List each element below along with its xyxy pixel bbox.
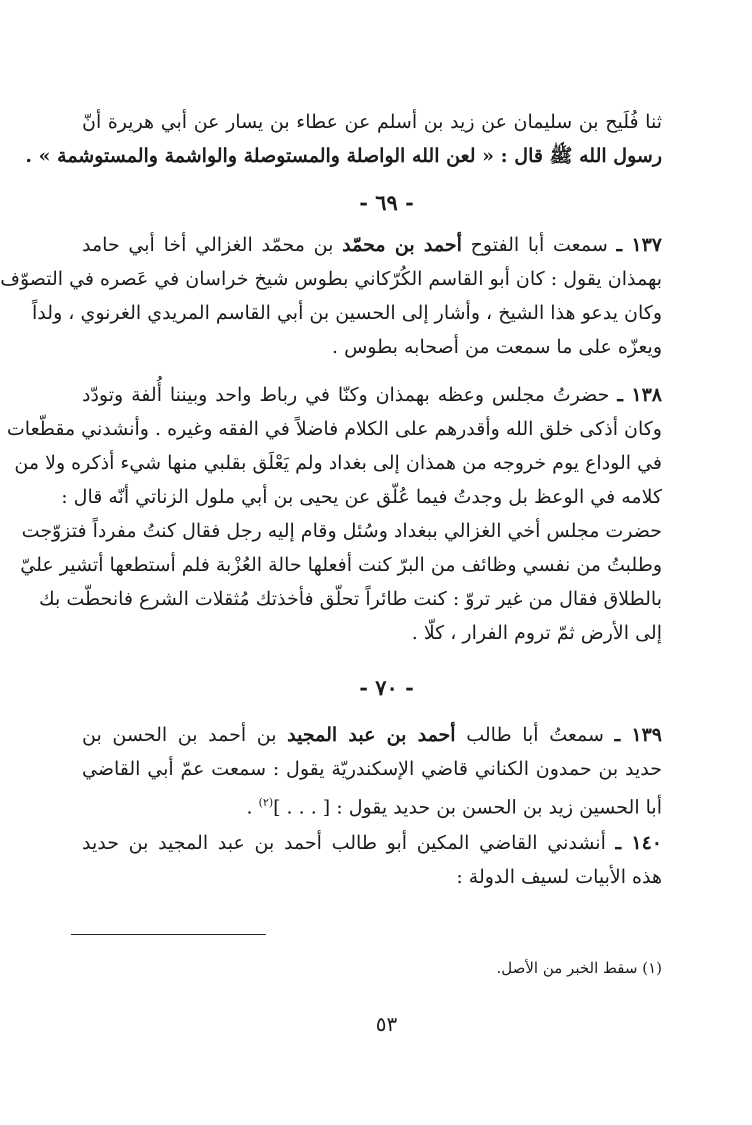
entry-first-line bbox=[82, 378, 662, 412]
text-span: بن أحمد بن الحسن بن bbox=[82, 724, 277, 746]
text-line: ويعزّه على ما سمعت من أصحابه بطوس . bbox=[331, 336, 662, 358]
text-line: هذه الأبيات لسيف الدولة : bbox=[456, 866, 662, 888]
text-line: وكان أذكى خلق الله وأقدرهم على الكلام فاضلاً في الفقه وغيره . وأنشدني مقطّعات bbox=[6, 418, 662, 440]
entry-139 bbox=[82, 718, 662, 820]
intro-paragraph bbox=[25, 105, 662, 173]
section-number: - ٦٩ - bbox=[359, 190, 414, 215]
entry-first-line bbox=[82, 718, 662, 752]
text-line: حضرت مجلس أخي الغزالي ببغداد وسُئل وقام إليه رجل فقال كنتُ مفرداً فتزوّجت bbox=[21, 520, 662, 542]
entry-number: ١٤٠ ـ bbox=[615, 832, 662, 854]
text-span: أبا الحسين زيد بن الحسن بن حديد يقول : [ . . . ] bbox=[273, 796, 662, 819]
entry-number: ١٣٩ ـ bbox=[614, 724, 662, 746]
footnote: (١) سقط الخبر من الأصل. bbox=[496, 959, 662, 977]
text-span: سمعتُ أبا طالب bbox=[466, 724, 604, 746]
entry-140 bbox=[82, 826, 662, 894]
person-name: أحمد بن محمّد bbox=[342, 234, 462, 256]
text-line: أبا الحسين زيد بن الحسن بن حديد يقول : [ . . . ]$^{(٢)}$ . bbox=[246, 796, 662, 819]
entry-first-line bbox=[82, 228, 662, 262]
footnote-ref: (٢) bbox=[258, 796, 274, 809]
text-line: وكان يدعو هذا الشيخ ، وأشار إلى الحسين بن أبي القاسم المريدي الغرنوي ، ولداً bbox=[32, 302, 662, 324]
entry-number: ١٣٨ ـ bbox=[617, 384, 662, 406]
entry-number: ١٣٧ ـ bbox=[616, 234, 662, 256]
text-line: بهمذان يقول : كان أبو القاسم الكُرّكاني بطوس شيخ خراسان في عَصره في التصوّف bbox=[0, 268, 662, 290]
text-line: كلامه في الوعظ بل وجدتُ فيما عُلّق عن يحيى بن أبي ملول الزناتي أنّه قال : bbox=[61, 486, 662, 508]
text-line: رسول الله ﷺ قال : « لعن الله الواصلة والمستوصلة والواشمة والمستوشمة » . bbox=[25, 145, 662, 167]
text-line: بالطلاق فقال من غير تروّ : كنت طائراً تحلّق فأخذتك مُثقلات الشرع فانحطّت بك bbox=[38, 588, 662, 610]
text-span: أنشدني القاضي المكين أبو طالب أحمد بن عبد المجيد بن حديد bbox=[82, 832, 606, 854]
text-line: وطلبتُ من نفسي وظائف من البرّ كنت أفعلها حالة العُزْبة فلم أستطعها أتشير عليّ bbox=[20, 554, 662, 576]
entry-first-line bbox=[82, 826, 662, 860]
text-line: إلى الأرض ثمّ تروم الفرار ، كلّا . bbox=[411, 622, 662, 644]
text-line: حديد بن حمدون الكناني قاضي الإسكندريّة يقول : سمعت عمّ أبي القاضي bbox=[82, 758, 662, 780]
text-span: حضرتُ مجلس وعظه بهمذان وكنّا في رباط واحد وبيننا أُلفة وتودّد bbox=[82, 384, 610, 406]
footnote-divider bbox=[71, 934, 266, 935]
text-span: سمعت أبا الفتوح bbox=[470, 234, 608, 256]
entry-138 bbox=[6, 378, 662, 650]
section-number: - ٧٠ - bbox=[359, 675, 414, 700]
page-number: ٥٣ bbox=[375, 1012, 398, 1036]
text-line: في الوداع يوم خروجه من همذان إلى بغداد ولم يَعْلَق بقلبي منها شيء أذكره ولا من bbox=[14, 452, 662, 474]
person-name: أحمد بن عبد المجيد bbox=[287, 724, 456, 746]
text-line: ثنا فُلَيح بن سليمان عن زيد بن أسلم عن عطاء بن يسار عن أبي هريرة أنّ bbox=[82, 111, 662, 133]
text-span: بن محمّد الغزالي أخا أبي حامد bbox=[82, 234, 334, 256]
entry-137 bbox=[0, 228, 662, 364]
